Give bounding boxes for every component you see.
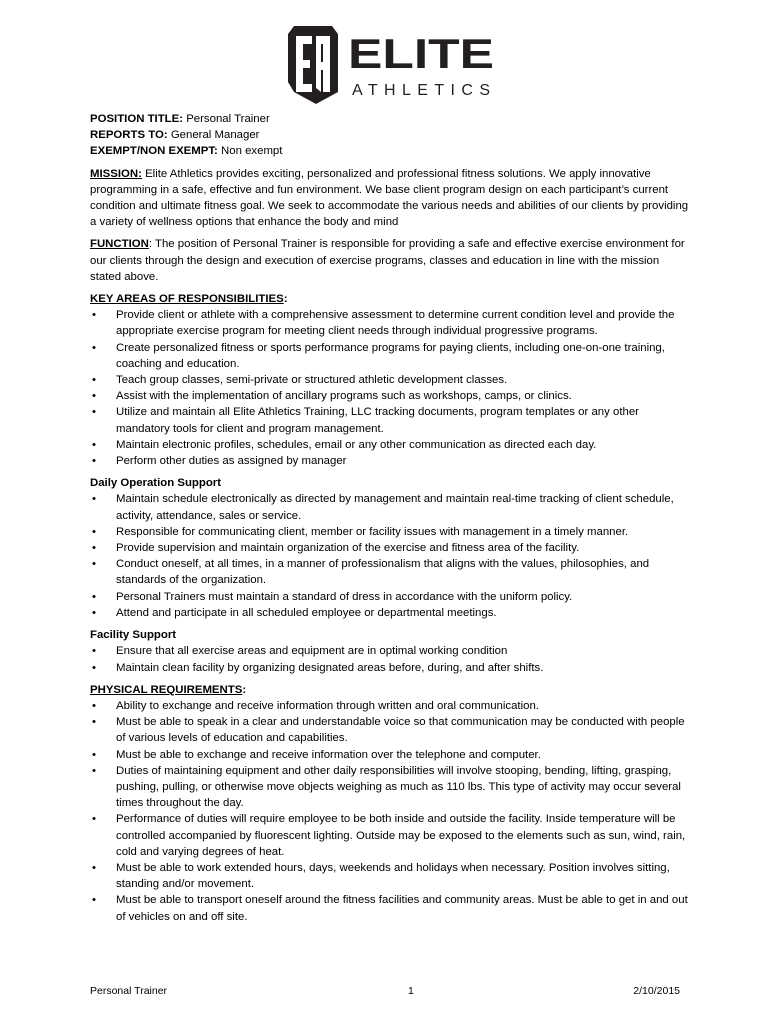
facility-support-heading: Facility Support: [90, 629, 177, 642]
list-item: • Maintain clean facility by organizing designated areas before, during, and after shifts.: [90, 660, 690, 676]
position-title-value: Personal Trainer: [186, 113, 270, 125]
list-item: • Create personalized fitness or sports performance programs for paying clients, including one-on-one training, coaching and education.: [90, 340, 690, 372]
exempt-value: Non exempt: [221, 145, 283, 158]
reports-to-label: REPORTS TO:: [90, 129, 168, 142]
list-item: • Performance of duties will require employee to be both inside and outside the facility. Inside temperature will be controlled accompanied by fluorescent lighting. Outside may be exposed to the elements such as sun, wind, rain, cold and varying degrees of heat.: [90, 811, 690, 860]
reports-to-line: [90, 127, 690, 143]
list-item: • Ensure that all exercise areas and equipment are in optimal working condition: [90, 643, 690, 659]
list-item: • Attend and participate in all scheduled employee or departmental meetings.: [90, 605, 690, 621]
list-item: • Provide supervision and maintain organization of the exercise and fitness area of the facility.: [90, 540, 690, 556]
list-item: • Provide client or athlete with a comprehensive assessment to determine current condition level and provide the appropriate exercise program for meeting client needs through individual progressive programs.: [90, 307, 690, 339]
exempt-label: EXEMPT/NON EXEMPT:: [90, 145, 218, 158]
list-item: • Personal Trainers must maintain a standard of dress in accordance with the uniform policy.: [90, 589, 690, 605]
physical-requirements-heading: PHYSICAL REQUIREMENTS:: [90, 683, 247, 696]
footer-date: 2/10/2015: [633, 985, 680, 997]
list-item: • Ability to exchange and receive information through written and oral communication.: [90, 698, 690, 714]
daily-operation-list: [90, 491, 690, 621]
footer-page-number: 1: [408, 985, 414, 997]
list-item: • Assist with the implementation of ancillary programs such as workshops, camps, or clinics.: [90, 388, 690, 404]
list-item: • Duties of maintaining equipment and other daily responsibilities will involve stooping, bending, lifting, grasping, pushing, pulling, or otherwise move objects weighing as much as 110 lbs. This type of activity may occur several times throughout the day.: [90, 763, 690, 812]
mission-label: MISSION:: [90, 167, 142, 180]
logo-emblem-a: [316, 36, 330, 92]
logo-shield: [288, 26, 338, 104]
mission-paragraph: [90, 166, 690, 231]
responsibilities-list: [90, 307, 690, 469]
function-paragraph: [90, 236, 690, 285]
list-item: • Maintain electronic profiles, schedules, email or any other communication as directed each day.: [90, 437, 690, 453]
footer-document-title: Personal Trainer: [90, 985, 168, 997]
physical-requirements-list: [90, 698, 690, 925]
list-item: • Teach group classes, semi-private or structured athletic development classes.: [90, 372, 690, 388]
responsibilities-heading: KEY AREAS OF RESPONSIBILITIES:: [90, 293, 288, 306]
mission-text: Elite Athletics provides exciting, personalized and professional fitness solutions. We apply innovative programming in a safe, effective and fun environment. We base client program design on each participant’s current condition and ultimate fitness goal. We seek to accommodate the various needs and abilities of our clients by providing a variety of wellness options that enhance the body and mind: [90, 167, 689, 229]
list-item: • Must be able to transport oneself around the fitness facilities and community areas. Must be able to get in and out of vehicles on and off site.: [90, 892, 690, 924]
facility-support-list: [90, 643, 690, 675]
list-item: • Conduct oneself, at all times, in a manner of professionalism that aligns with the values, philosophies, and standards of the organization.: [90, 556, 690, 588]
position-title-label: POSITION TITLE:: [90, 113, 184, 125]
list-item: • Responsible for communicating client, member or facility issues with management in a timely manner.: [90, 524, 690, 540]
list-item: • Must be able to work extended hours, days, weekends and holidays when necessary. Position involves sitting, standing and/or movement.: [90, 860, 690, 892]
logo-graphic: [272, 22, 502, 106]
logo-sub-text: ATHLETICS: [352, 82, 490, 99]
daily-operation-heading: Daily Operation Support: [90, 477, 222, 490]
list-item: • Maintain schedule electronically as directed by management and maintain real-time tracking of client schedule, activity, attendance, sales or service.: [90, 491, 690, 523]
list-item: • Utilize and maintain all Elite Athletics Training, LLC tracking documents, program templates or any other mandatory tools for client and program management.: [90, 404, 690, 436]
document-body: [90, 111, 690, 925]
function-label: FUNCTION: [90, 238, 149, 251]
elite-athletics-logo: [272, 22, 502, 106]
list-item: • Must be able to exchange and receive information over the telephone and computer.: [90, 747, 690, 763]
exempt-line: [90, 143, 690, 159]
position-title-line: [90, 111, 690, 127]
function-text: : The position of Personal Trainer is responsible for providing a safe and effective exercise environment for our clients through the design and execution of exercise programs, classes and education in line with the mission stated above.: [90, 238, 685, 283]
list-item: • Perform other duties as assigned by manager: [90, 453, 690, 469]
list-item: • Must be able to speak in a clear and understandable voice so that communication may be conducted with people of various levels of education and capabilities.: [90, 714, 690, 746]
reports-to-value: General Manager: [170, 129, 260, 142]
logo-brand-text: ELITE: [348, 30, 494, 77]
